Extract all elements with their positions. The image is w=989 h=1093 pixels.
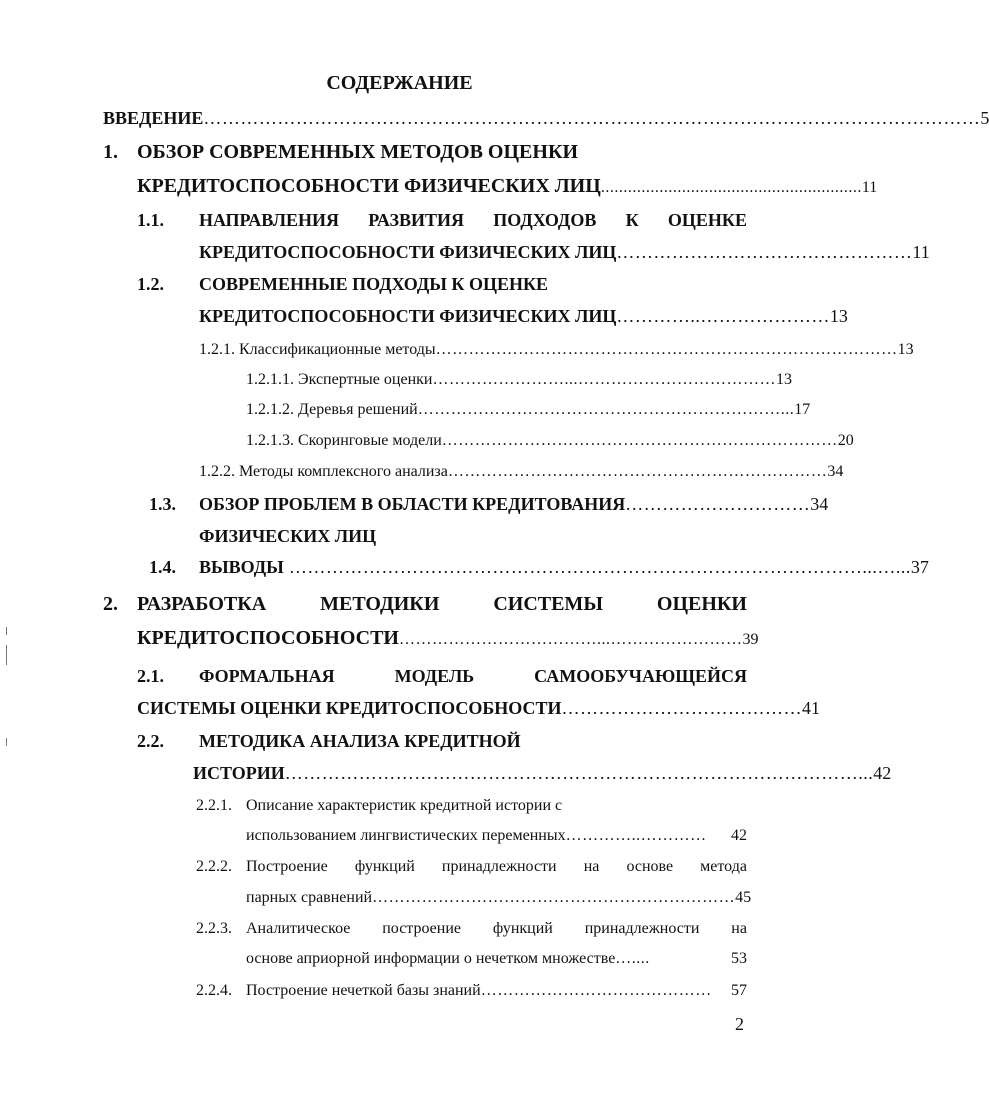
toc-leader: ………………………………………… <box>616 242 913 262</box>
toc-page-number: 45 <box>735 889 752 906</box>
toc-section-1-1-title[interactable]: НАПРАВЛЕНИЯ РАЗВИТИЯ ПОДХОДОВ К ОЦЕНКЕ <box>199 210 747 230</box>
toc-leader: ………………………………………………………………………… <box>435 341 898 358</box>
toc-section-1-2-title[interactable]: СОВРЕМЕННЫЕ ПОДХОДЫ К ОЦЕНКЕ <box>199 274 549 294</box>
toc-subsection-1-2-1-3[interactable]: 1.2.1.3. Скоринговые модели ……………………………………………………………… 20 <box>246 428 747 454</box>
toc-section-2-1-title-cont[interactable]: СИСТЕМЫ ОЦЕНКИ КРЕДИТОСПОСОБНОСТИ ………………………………… 41 <box>137 695 747 721</box>
toc-chapter-2-number: 2. <box>103 593 118 615</box>
toc-leader: ……………………………………………………………… <box>441 432 838 449</box>
toc-subsection-2-2-2-number: 2.2.2. <box>196 858 232 875</box>
toc-section-1-1-title-cont[interactable]: КРЕДИТОСПОСОБНОСТИ ФИЗИЧЕСКИХ ЛИЦ ………………………………………… 11 <box>199 239 747 265</box>
toc-page-number: 13 <box>829 306 848 326</box>
toc-page-number: 20 <box>837 432 854 449</box>
toc-section-2-2-number: 2.2. <box>137 731 164 751</box>
toc-leader: .......................................................... <box>600 179 862 196</box>
toc-leader: ………………………………………………………… <box>372 889 736 906</box>
toc-leader: …………………………………………………………………………………... <box>284 763 874 783</box>
toc-section-1-1-number: 1.1. <box>137 210 164 230</box>
scan-artifact <box>6 645 7 665</box>
toc-subsection-2-2-3-title-cont[interactable]: основе априорной информации о нечетком множестве ….... 53 <box>246 946 747 972</box>
toc-subsection-1-2-1-2[interactable]: 1.2.1.2. Деревья решений …………………………………………………………... 17 <box>246 397 747 423</box>
toc-page-number: 11 <box>912 242 930 262</box>
toc-entry-label: ВВЕДЕНИЕ <box>103 108 204 128</box>
toc-subsection-2-2-1-title-cont[interactable]: использованием лингвистических переменных …………..………… 42 <box>246 823 747 849</box>
toc-leader: …………………………………………………………………………………...…... <box>283 557 911 577</box>
toc-page-number: 17 <box>794 401 811 418</box>
toc-page-number: 34 <box>827 463 844 480</box>
toc-page-number: 42 <box>731 827 747 844</box>
toc-leader: ……………………………………………………………………………………………………………… <box>203 108 981 128</box>
toc-section-1-3-title[interactable]: ОБЗОР ПРОБЛЕМ В ОБЛАСТИ КРЕДИТОВАНИЯ ………………………… 34 <box>199 491 747 517</box>
toc-section-1-3-title-cont[interactable]: ФИЗИЧЕСКИХ ЛИЦ <box>199 526 377 546</box>
toc-leader: ………………………………...…………………… <box>398 631 743 648</box>
toc-section-2-1-number: 2.1. <box>137 666 164 686</box>
scan-artifact <box>6 738 7 746</box>
toc-subsection-1-2-1[interactable]: 1.2.1. Классификационные методы ………………………………………………………………………… 13 <box>199 337 747 363</box>
toc-section-2-2-title-cont[interactable]: ИСТОРИИ …………………………………………………………………………………... 42 <box>193 760 747 786</box>
toc-page-number: 53 <box>731 950 747 967</box>
page-title: СОДЕРЖАНИЕ <box>326 72 473 94</box>
toc-leader: ….... <box>615 950 650 967</box>
toc-section-1-4-title[interactable]: ВЫВОДЫ …………………………………………………………………………………...…... 37 <box>199 554 747 580</box>
toc-subsection-2-2-1-title[interactable]: Описание характеристик кредитной истории с <box>246 797 563 814</box>
toc-leader: …………..………………… <box>616 306 830 326</box>
toc-page-number: 39 <box>742 631 759 648</box>
toc-chapter-1-number: 1. <box>103 141 118 163</box>
toc-page-number: 41 <box>802 698 821 718</box>
toc-page-number: 13 <box>775 371 792 388</box>
toc-chapter-1-title[interactable]: ОБЗОР СОВРЕМЕННЫХ МЕТОДОВ ОЦЕНКИ <box>137 141 578 163</box>
toc-section-2-1-title[interactable]: ФОРМАЛЬНАЯ МОДЕЛЬ САМООБУЧАЮЩЕЙСЯ <box>199 666 747 686</box>
toc-section-2-2-title[interactable]: МЕТОДИКА АНАЛИЗА КРЕДИТНОЙ <box>199 731 521 751</box>
toc-subsection-1-2-2[interactable]: 1.2.2. Методы комплексного анализа …………………………………………………………… 34 <box>199 459 747 485</box>
toc-leader: …………………………………… <box>480 982 712 999</box>
toc-subsection-2-2-2-title-cont[interactable]: парных сравнений ………………………………………………………… 45 <box>246 885 747 911</box>
toc-page-number: 13 <box>897 341 914 358</box>
toc-leader: ……………………...……………………………… <box>432 371 776 388</box>
toc-leader: ………………………………… <box>561 698 803 718</box>
toc-page-number: 34 <box>810 494 829 514</box>
toc-page-number: 42 <box>873 763 892 783</box>
toc-leader: …………..………… <box>565 827 707 844</box>
toc-leader: ………………………… <box>625 494 811 514</box>
toc-chapter-2-title[interactable]: РАЗРАБОТКА МЕТОДИКИ СИСТЕМЫ ОЦЕНКИ <box>137 593 747 615</box>
scan-artifact <box>6 627 7 635</box>
toc-section-1-3-number: 1.3. <box>149 494 176 514</box>
toc-chapter-1-title-cont[interactable]: КРЕДИТОСПОСОБНОСТИ ФИЗИЧЕСКИХ ЛИЦ .......................................................... 11 <box>137 173 747 199</box>
toc-subsection-2-2-1-number: 2.2.1. <box>196 797 232 814</box>
toc-entry-intro[interactable] <box>103 105 989 131</box>
toc-section-1-2-number: 1.2. <box>137 274 164 294</box>
toc-section-1-2-title-cont[interactable]: КРЕДИТОСПОСОБНОСТИ ФИЗИЧЕСКИХ ЛИЦ …………..………………… 13 <box>199 303 747 329</box>
toc-leader: …………………………………………………………... <box>417 401 795 418</box>
toc-page-number: 11 <box>861 179 878 196</box>
toc-page-number: 37 <box>910 557 929 577</box>
toc-subsection-2-2-3-title[interactable]: Аналитическое построение функций принадлежности на <box>246 920 747 937</box>
toc-subsection-2-2-3-number: 2.2.3. <box>196 920 232 937</box>
toc-section-1-4-number: 1.4. <box>149 557 176 577</box>
toc-leader: …………………………………………………………… <box>447 463 828 480</box>
toc-page-number: 57 <box>731 982 747 999</box>
toc-subsection-2-2-2-title[interactable]: Построение функций принадлежности на основе метода <box>246 858 747 875</box>
page-number: 2 <box>735 1014 744 1034</box>
toc-chapter-2-title-cont[interactable]: КРЕДИТОСПОСОБНОСТИ ………………………………...…………………… 39 <box>137 625 747 651</box>
toc-subsection-2-2-4-number: 2.2.4. <box>196 982 232 999</box>
toc-page-number: 5 <box>980 108 989 128</box>
toc-subsection-1-2-1-1[interactable]: 1.2.1.1. Экспертные оценки ……………………...……………………………… 13 <box>246 367 747 393</box>
toc-subsection-2-2-4-title[interactable]: Построение нечеткой базы знаний …………………………………… 57 <box>246 978 747 1004</box>
